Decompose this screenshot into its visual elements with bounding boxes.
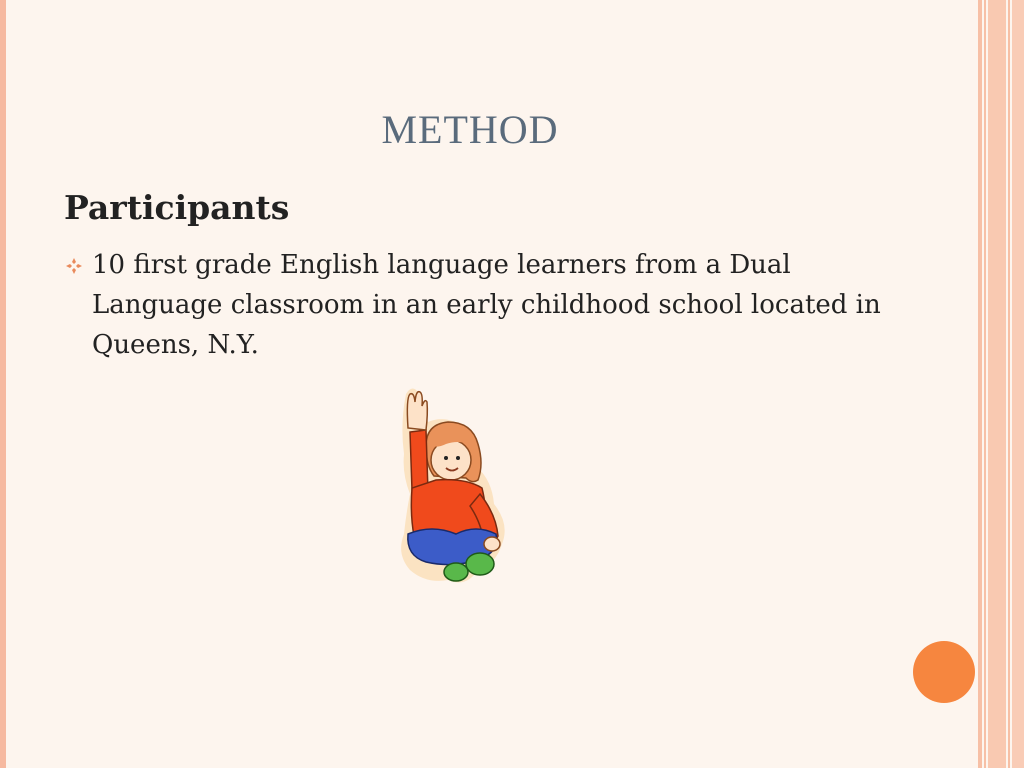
section-heading: Participants [64, 188, 290, 227]
slide-title: METHOD [381, 107, 559, 152]
child-raising-hand-clipart [396, 384, 512, 588]
bullet-text: 10 first grade English language learners from a Dual Language classroom in an early childhood school located in Queens, N.Y. [92, 250, 881, 360]
right-border-stripe [988, 0, 1006, 768]
right-border-stripe [1008, 0, 1010, 768]
diamond-bullet-icon [62, 254, 86, 278]
right-border-stripe [1012, 0, 1024, 768]
list-item [62, 245, 882, 365]
right-border-stripe [984, 0, 986, 768]
right-border-stripe [978, 0, 982, 768]
bullet-list [62, 245, 882, 365]
decorative-circle [913, 641, 975, 703]
